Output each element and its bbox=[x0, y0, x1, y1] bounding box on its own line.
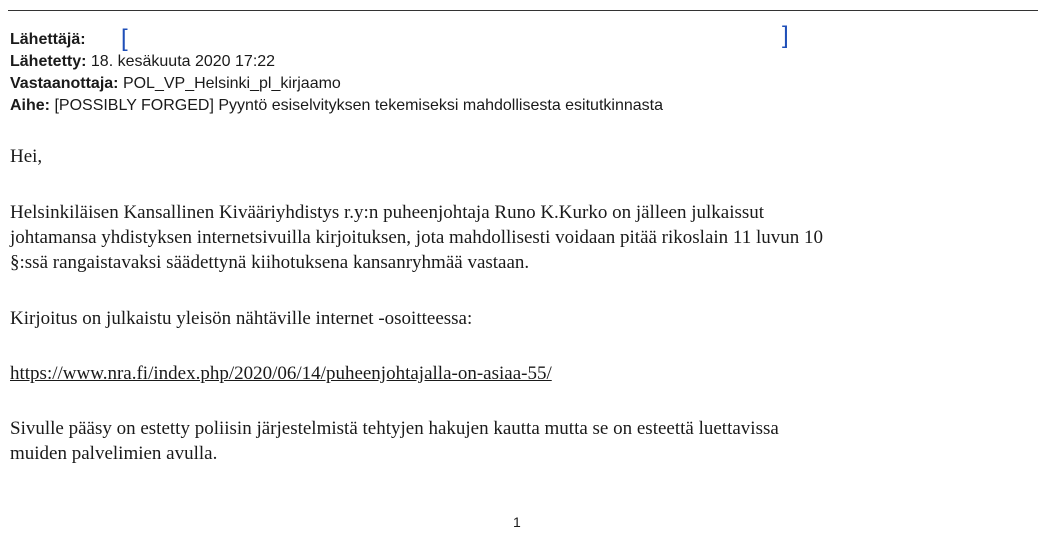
paragraph-2: Kirjoitus on julkaistu yleisön nähtäville internet -osoitteessa: bbox=[10, 308, 473, 329]
paragraph-1-line-2: johtamansa yhdistyksen internetsivuilla kirjoituksen, jota mahdollisesti voidaan pitää rikoslain 11 luvun 10 bbox=[10, 227, 824, 248]
sender-label: Lähettäjä: bbox=[10, 31, 86, 48]
greeting: Hei, bbox=[10, 146, 43, 167]
page-number: 1 bbox=[513, 514, 521, 530]
recipient-label: Vastaanottaja: bbox=[10, 75, 119, 92]
article-url-link[interactable]: https://www.nra.fi/index.php/2020/06/14/puheenjohtajalla-on-asiaa-55/ bbox=[10, 363, 552, 384]
paragraph-1-line-3: §:ssä rangaistavaksi säädettynä kiihotuksena kansanryhmää vastaan. bbox=[10, 252, 530, 273]
sent-value: 18. kesäkuuta 2020 17:22 bbox=[90, 53, 276, 70]
redaction-close-bracket: ] bbox=[782, 22, 789, 49]
subject-label: Aihe: bbox=[10, 97, 50, 114]
paragraph-3-line-1: Sivulle pääsy on estetty poliisin järjestelmistä tehtyjen hakujen kautta mutta se on esteettä luettavissa bbox=[10, 418, 779, 439]
subject-value: [POSSIBLY FORGED] Pyyntö esiselvityksen tekemiseksi mahdollisesta esitutkinnasta bbox=[54, 97, 663, 114]
sent-label: Lähetetty: bbox=[10, 53, 87, 70]
sender-row bbox=[10, 30, 86, 49]
recipient-row bbox=[10, 74, 341, 93]
paragraph-1-line-1: Helsinkiläisen Kansallinen Kivääriyhdistys r.y:n puheenjohtaja Runo K.Kurko on jälleen julkaissut bbox=[10, 202, 765, 223]
sent-row bbox=[10, 52, 275, 71]
paragraph-3-line-2: muiden palvelimien avulla. bbox=[10, 443, 218, 464]
recipient-value: POL_VP_Helsinki_pl_kirjaamo bbox=[122, 75, 341, 92]
subject-row bbox=[10, 96, 663, 115]
redaction-open-bracket: [ bbox=[121, 25, 128, 52]
header-divider bbox=[8, 10, 1038, 11]
